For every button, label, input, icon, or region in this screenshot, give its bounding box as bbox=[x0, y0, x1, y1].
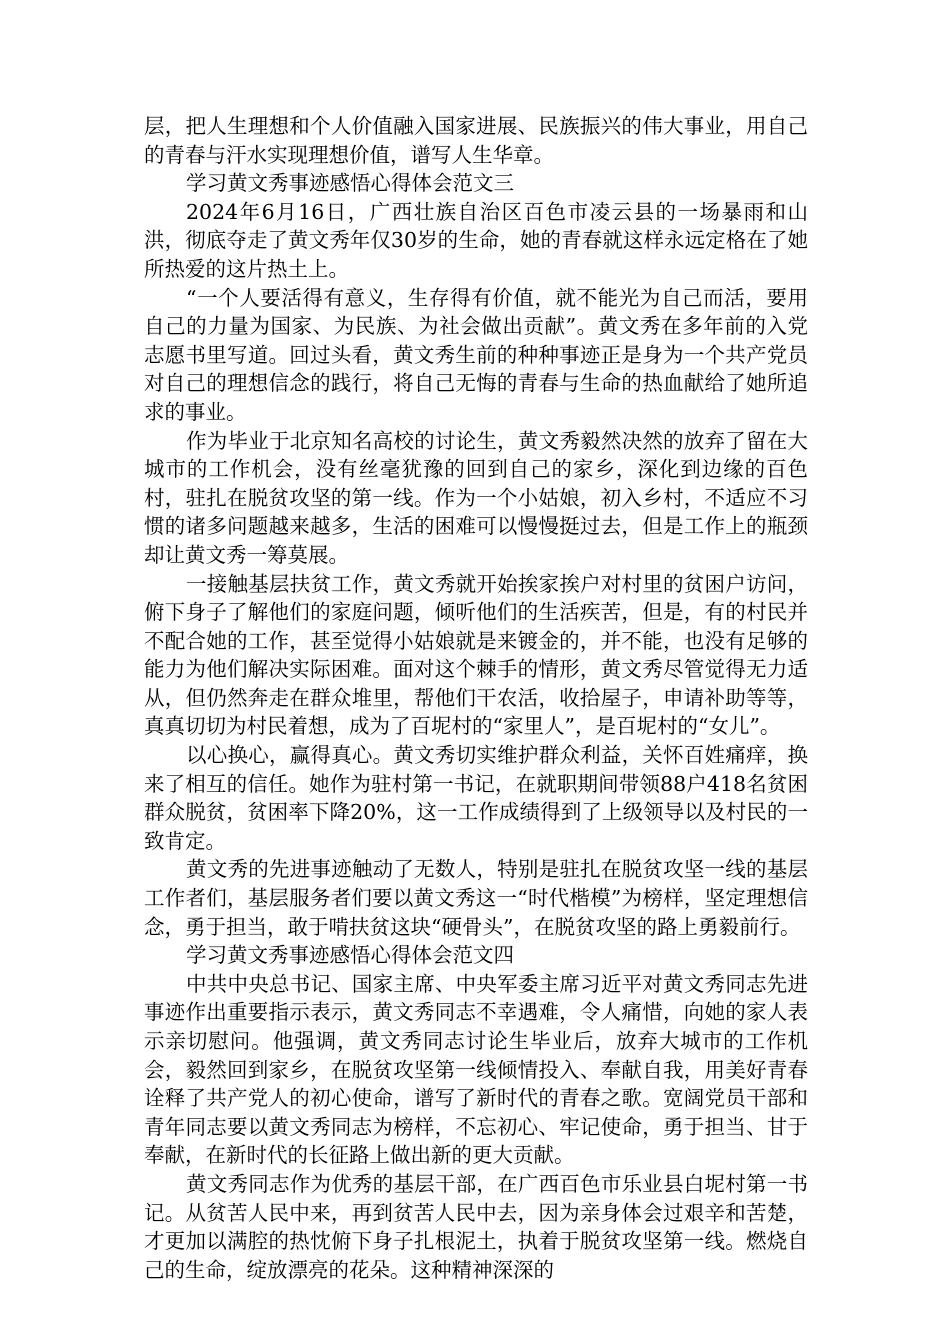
paragraph: 一接触基层扶贫工作，黄文秀就开始挨家挨户对村里的贫困户访问，俯下身子了解他们的家庭问题，倾听他们的生活疾苦，但是，有的村民并不配合她的工作，甚至觉得小姑娘就是来镀金的，并不能，也没有足够的能力为他们解决实际困难。面对这个棘手的情形，黄文秀尽管觉得无力适从，但仍然奔走在群众堆里，帮他们干农活，收拾屋子，申请补助等等，真真切切为村民着想，成为了百坭村的“家里人”，是百坭村的“女儿”。 bbox=[144, 571, 808, 739]
section-heading-3: 学习黄文秀事迹感悟心得体会范文三 bbox=[186, 171, 514, 196]
paragraph: 2024年6月16日，广西壮族自治区百色市凌云县的一场暴雨和山洪，彻底夺走了黄文秀年仅30岁的生命，她的青春就这样永远定格在了她所热爱的这片热土上。 bbox=[144, 199, 808, 281]
paragraph: 中共中央总书记、国家主席、中央军委主席习近平对黄文秀同志先进事迹作出重要指示表示，黄文秀同志不幸遇难，令人痛惜，向她的家人表示亲切慰问。他强调，黄文秀同志讨论生毕业后，放弃大城市的工作机会，毅然回到家乡，在脱贫攻坚第一线倾情投入、奉献自我，用美好青春诠释了共产党人的初心使命，谱写了新时代的青春之歌。宽阔党员干部和青年同志要以黄文秀同志为榜样，不忘初心、牢记使命，勇于担当、甘于奉献，在新时代的长征路上做出新的更大贡献。 bbox=[144, 971, 808, 1168]
section-heading-4: 学习黄文秀事迹感悟心得体会范文四 bbox=[186, 943, 514, 968]
paragraph: 黄文秀同志作为优秀的基层干部，在广西百色市乐业县白坭村第一书记。从贫苦人民中来，再到贫苦人民中去，因为亲身体会过艰辛和苦楚，才更加以满腔的热忱俯下身子扎根泥土，执着于脱贫攻坚第一线。燃烧自己的生命，绽放漂亮的花朵。这种精神深深的 bbox=[144, 1171, 808, 1282]
paragraph-continuation: 层，把人生理想和个人价值融入国家进展、民族振兴的伟大事业，用自己的青春与汗水实现理想价值，谱写人生华章。 bbox=[144, 114, 808, 167]
paragraph: 以心换心，赢得真心。黄文秀切实维护群众利益，关怀百姓痛痒，换来了相互的信任。她作为驻村第一书记，在就职期间带领88户418名贫困群众脱贫，贫困率下降20%，这一工作成绩得到了上级领导以及村民的一致肯定。 bbox=[144, 743, 808, 853]
document-page bbox=[144, 112, 808, 1284]
paragraph: 作为毕业于北京知名高校的讨论生，黄文秀毅然决然的放弃了留在大城市的工作机会，没有丝毫犹豫的回到自己的家乡，深化到边缘的百色村，驻扎在脱贫攻坚的第一线。作为一个小姑娘，初入乡村，不适应不习惯的诸多问题越来越多，生活的困难可以慢慢挺过去，但是工作上的瓶颈却让黄文秀一筹莫展。 bbox=[144, 428, 808, 567]
paragraph: 黄文秀的先进事迹触动了无数人，特别是驻扎在脱贫攻坚一线的基层工作者们，基层服务者们要以黄文秀这一“时代楷模”为榜样，坚定理想信念，勇于担当，敢于啃扶贫这块“硬骨头”，在脱贫攻坚的路上勇毅前行。 bbox=[144, 857, 808, 939]
paragraph: “一个人要活得有意义，生存得有价值，就不能光为自己而活，要用自己的力量为国家、为民族、为社会做出贡献”。黄文秀在多年前的入党志愿书里写道。回过头看，黄文秀生前的种种事迹正是身为一个共产党员对自己的理想信念的践行，将自己无悔的青春与生命的热血献给了她所追求的事业。 bbox=[144, 285, 808, 424]
